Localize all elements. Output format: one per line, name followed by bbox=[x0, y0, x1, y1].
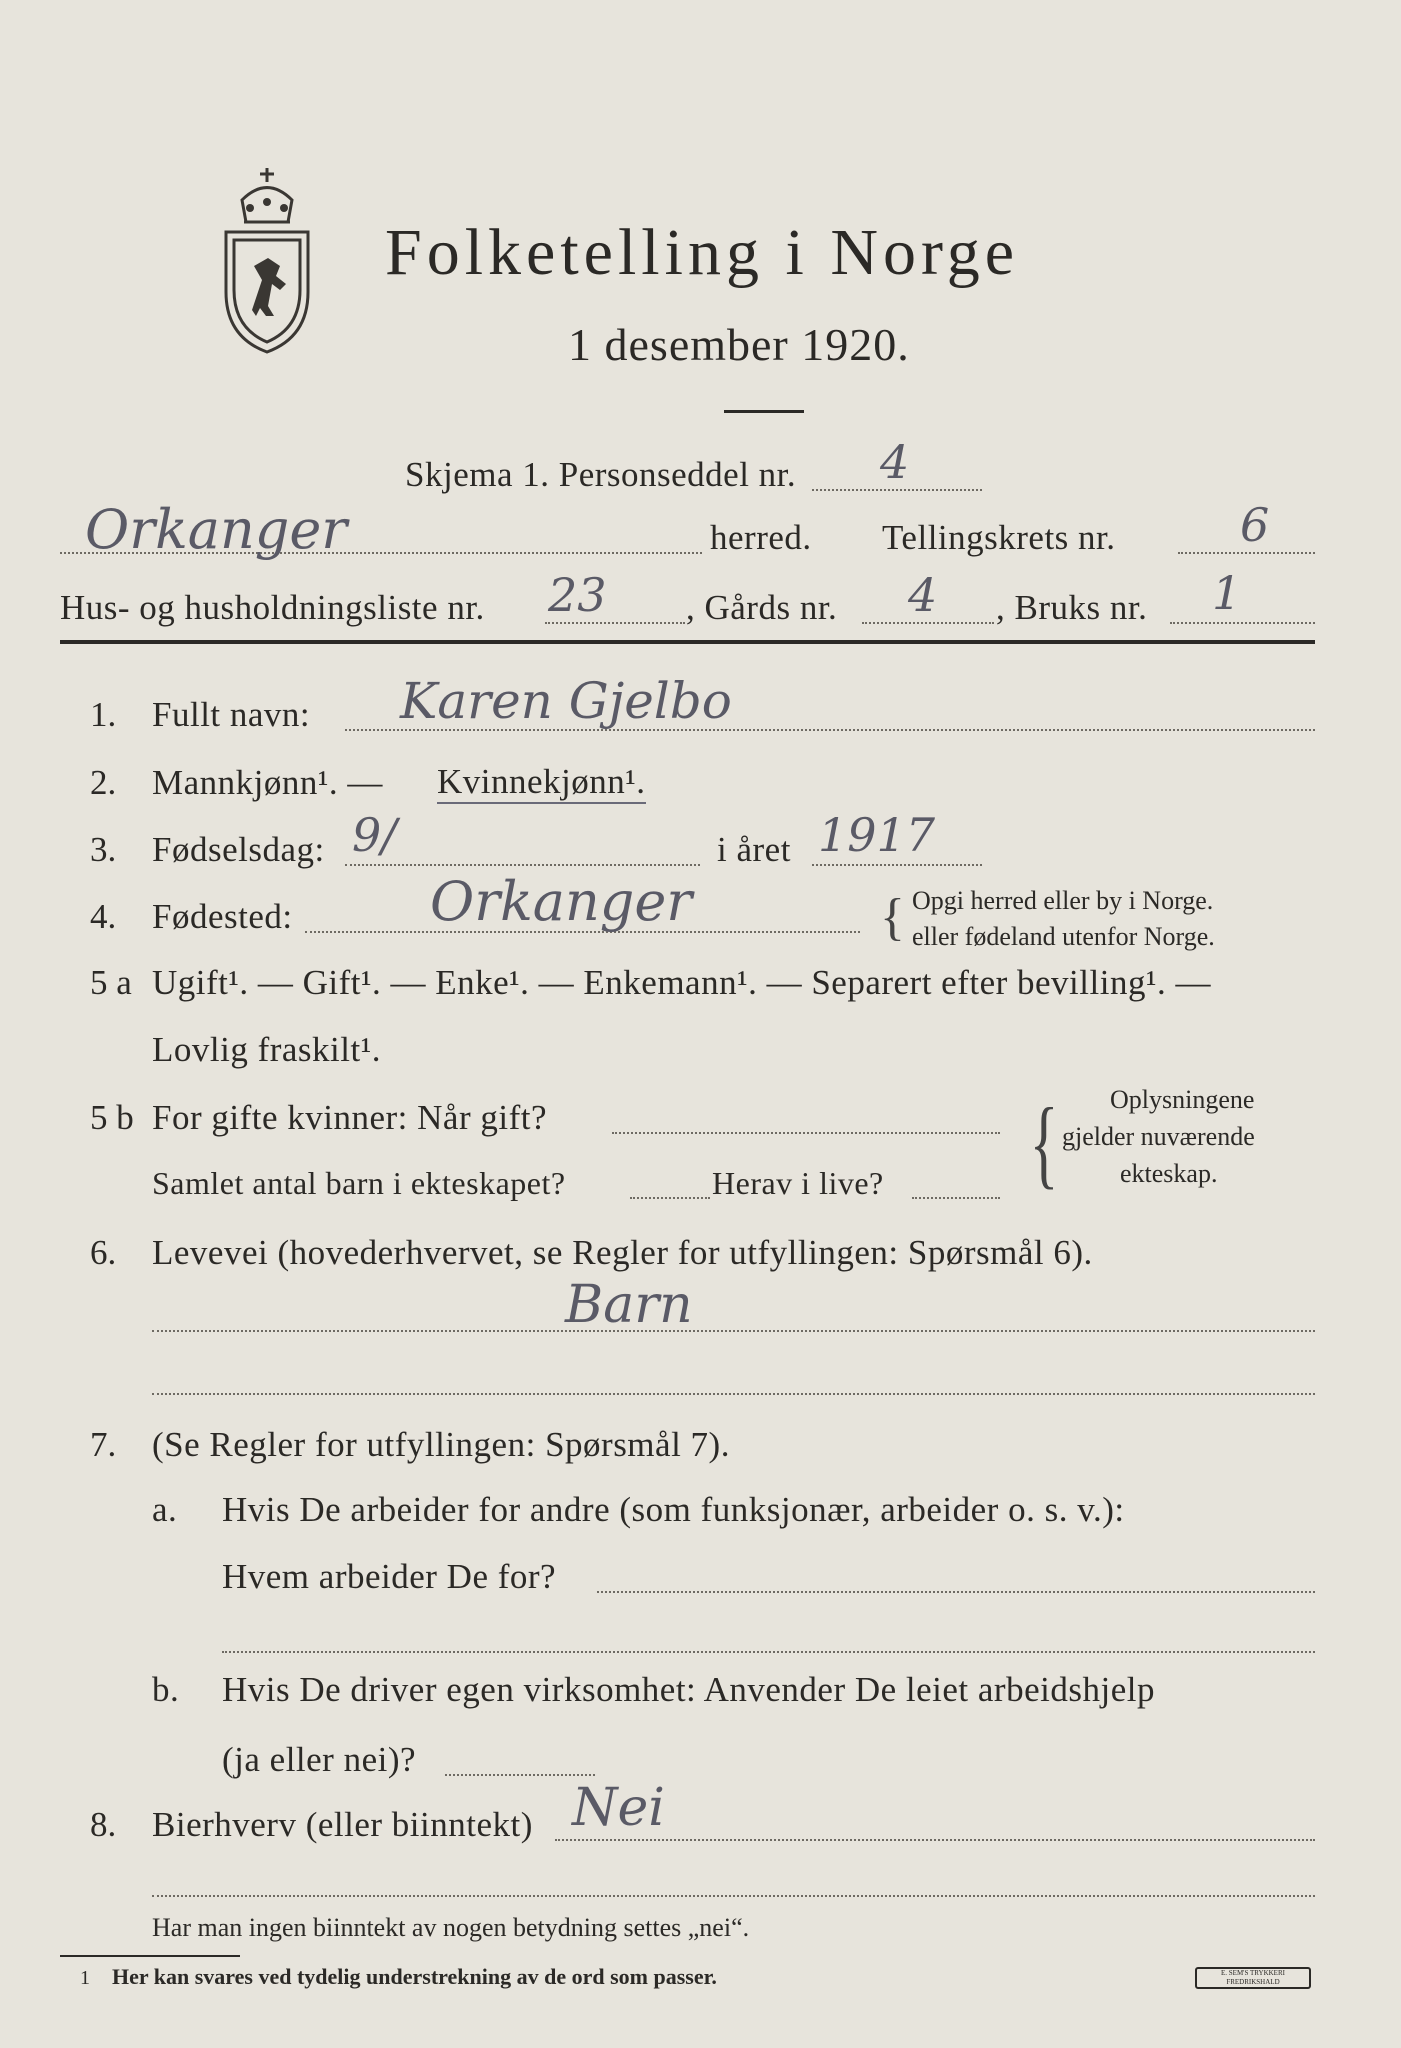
q8-line bbox=[555, 1839, 1315, 1841]
q2-kvinnekjonn[interactable]: Kvinnekjønn¹. bbox=[437, 763, 646, 804]
q2-number: 2. bbox=[90, 763, 117, 802]
form-title: Folketelling i Norge bbox=[385, 216, 1020, 289]
q4-brace: { bbox=[880, 889, 905, 946]
q6-line2 bbox=[152, 1393, 1315, 1395]
husliste-line bbox=[545, 622, 685, 624]
tellingskrets-line bbox=[1178, 552, 1315, 554]
q7-label: (Se Regler for utfyllingen: Spørsmål 7). bbox=[152, 1425, 730, 1464]
q7a-line2: Hvem arbeider De for? bbox=[222, 1557, 557, 1596]
q3-year-line bbox=[812, 864, 982, 866]
husliste-nr[interactable]: 23 bbox=[548, 568, 607, 622]
q7a-letter: a. bbox=[152, 1490, 178, 1529]
q5b-brace: { bbox=[1029, 1087, 1059, 1198]
q5a-number: 5 a bbox=[90, 963, 132, 1002]
q6-number: 6. bbox=[90, 1233, 117, 1272]
q4-label: Fødested: bbox=[152, 897, 293, 936]
q7a-line bbox=[597, 1591, 1315, 1593]
footer-note: Har man ingen biinntekt av nogen betydning settes „nei“. bbox=[152, 1913, 750, 1942]
herred-label: herred. bbox=[710, 518, 812, 557]
q7b-letter: b. bbox=[152, 1670, 180, 1709]
q3-year-label: i året bbox=[717, 830, 791, 869]
q5b-label-children: Samlet antal barn i ekteskapet? bbox=[152, 1165, 566, 1201]
footnote-rule bbox=[60, 1955, 240, 1957]
tellingskrets-nr[interactable]: 6 bbox=[1240, 498, 1270, 552]
q8-line-extra bbox=[152, 1895, 1315, 1897]
q7b-line1: Hvis De driver egen virksomhet: Anvender De leiet arbeidshjelp bbox=[222, 1670, 1155, 1709]
q5b-note-line1: Oplysningene bbox=[1110, 1085, 1255, 1114]
q8-number: 8. bbox=[90, 1805, 117, 1844]
q5a-line1: Ugift¹. — Gift¹. — Enke¹. — Enkemann¹. — Separert efter bevilling¹. — bbox=[152, 963, 1211, 1002]
q5b-married-line bbox=[612, 1132, 1000, 1134]
q5b-note-line2: gjelder nuværende bbox=[1062, 1122, 1255, 1151]
bruks-label: , Bruks nr. bbox=[996, 588, 1148, 627]
q4-note-line2: eller fødeland utenfor Norge. bbox=[912, 922, 1215, 951]
q3-day-line bbox=[345, 864, 700, 866]
tellingskrets-label: Tellingskrets nr. bbox=[882, 518, 1116, 557]
herred-value[interactable]: Orkanger bbox=[85, 498, 348, 561]
q5a-line2: Lovlig fraskilt¹. bbox=[152, 1030, 381, 1069]
q5b-alive-line bbox=[912, 1197, 1000, 1199]
husliste-label: Hus- og husholdningsliste nr. bbox=[60, 588, 485, 627]
q7b-line bbox=[445, 1774, 595, 1776]
gards-nr[interactable]: 4 bbox=[908, 568, 938, 622]
q7a-line1: Hvis De arbeider for andre (som funksjonær, arbeider o. s. v.): bbox=[222, 1490, 1125, 1529]
q8-answer[interactable]: Nei bbox=[572, 1778, 665, 1838]
gards-line bbox=[862, 622, 994, 624]
q4-answer[interactable]: Orkanger bbox=[430, 870, 693, 933]
q3-number: 3. bbox=[90, 830, 117, 869]
skjema-label: Skjema 1. Personseddel nr. bbox=[405, 455, 797, 494]
personseddel-line bbox=[812, 489, 982, 491]
q3-year[interactable]: 1917 bbox=[818, 808, 936, 862]
q2-mannkjonn: Mannkjønn¹. — bbox=[152, 763, 383, 802]
q7-number: 7. bbox=[90, 1425, 117, 1464]
q5b-children-line bbox=[630, 1197, 710, 1199]
q6-line1 bbox=[152, 1330, 1315, 1332]
q6-label: Levevei (hovederhvervet, se Regler for utfyllingen: Spørsmål 6). bbox=[152, 1233, 1093, 1272]
q5b-note-line3: ekteskap. bbox=[1120, 1159, 1218, 1188]
q8-label: Bierhverv (eller biinntekt) bbox=[152, 1805, 533, 1844]
form-date: 1 desember 1920. bbox=[568, 319, 910, 370]
footnote-text: Her kan svares ved tydelig understrekning av de ord som passer. bbox=[112, 1964, 717, 1989]
q1-number: 1. bbox=[90, 695, 117, 734]
header-rule bbox=[60, 640, 1315, 644]
q3-label: Fødselsdag: bbox=[152, 830, 325, 869]
bruks-line bbox=[1170, 622, 1315, 624]
q5b-label-alive: Herav i live? bbox=[712, 1165, 884, 1201]
gards-label: , Gårds nr. bbox=[686, 588, 838, 627]
footnote-mark: 1 bbox=[80, 1967, 90, 1989]
q1-label: Fullt navn: bbox=[152, 695, 311, 734]
personseddel-nr[interactable]: 4 bbox=[880, 435, 910, 489]
q5b-number: 5 b bbox=[90, 1098, 134, 1137]
norwegian-coat-of-arms-icon bbox=[212, 160, 322, 360]
bruks-nr[interactable]: 1 bbox=[1212, 566, 1242, 620]
q7a-line-extra bbox=[222, 1651, 1315, 1653]
printer-stamp: E. SEM'S TRYKKERI FREDRIKSHALD bbox=[1195, 1967, 1311, 1989]
q5b-label-married: For gifte kvinner: Når gift? bbox=[152, 1098, 548, 1137]
q3-day[interactable]: 9/ bbox=[352, 808, 397, 862]
title-divider bbox=[724, 410, 804, 413]
q6-answer[interactable]: Barn bbox=[565, 1275, 693, 1335]
q4-note-line1: Opgi herred eller by i Norge. bbox=[912, 886, 1214, 915]
q1-answer[interactable]: Karen Gjelbo bbox=[400, 672, 732, 730]
q4-number: 4. bbox=[90, 897, 117, 936]
q7b-line2: (ja eller nei)? bbox=[222, 1740, 417, 1779]
